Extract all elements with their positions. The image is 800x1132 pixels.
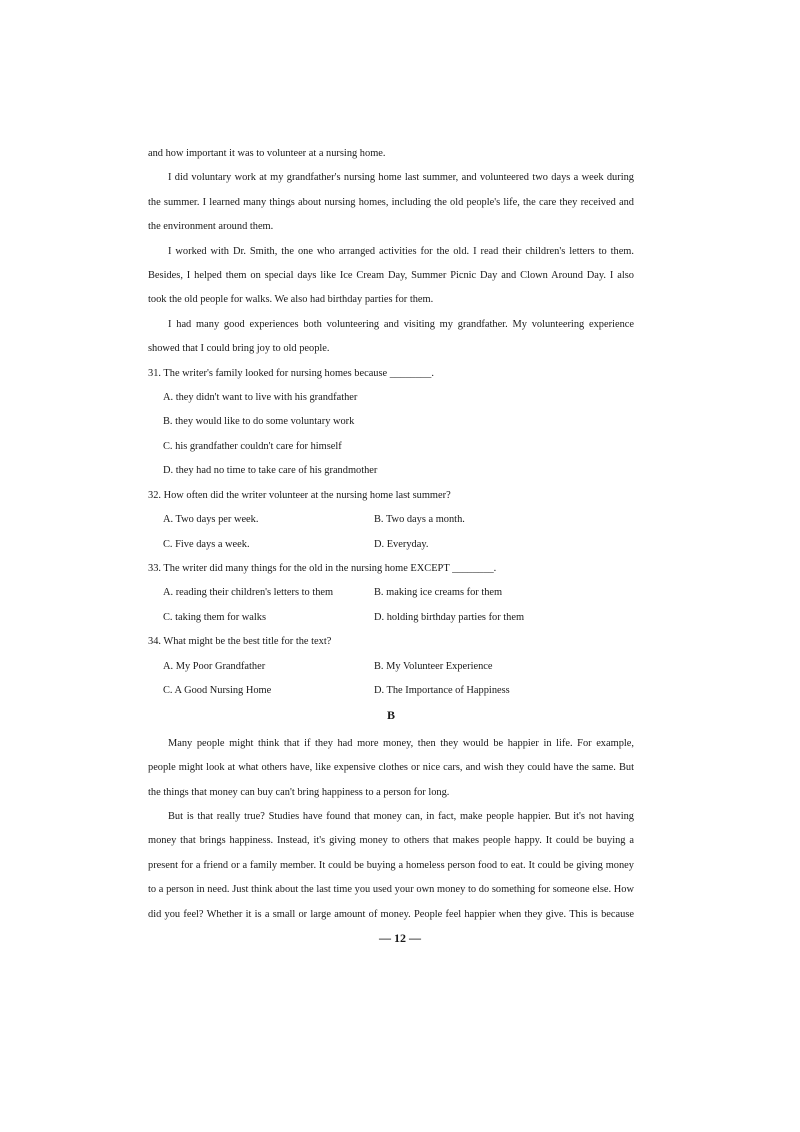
option-row xyxy=(148,508,634,532)
question-stem: 31. The writer's family looked for nursing homes because ________. xyxy=(148,367,434,379)
passage-line: to a person in need. Just think about the last time you used your own money to do something for someone else. How xyxy=(148,884,634,896)
option-c: C. Five days a week. xyxy=(163,538,250,550)
option-row xyxy=(148,606,634,630)
option-b: B. making ice creams for them xyxy=(374,587,503,599)
page-content xyxy=(148,142,634,927)
option-b: B. My Volunteer Experience xyxy=(374,660,493,672)
passage-line: did you feel? Whether it is a small or large amount of money. People feel happier when they give. This is because xyxy=(148,908,634,920)
option-d: D. holding birthday parties for them xyxy=(374,611,525,623)
passage-line: But is that really true? Studies have found that money can, in fact, make people happier. But it's not having xyxy=(168,810,634,822)
question-stem: 34. What might be the best title for the text? xyxy=(148,636,332,648)
passage-line: Besides, I helped them on special days like Ice Cream Day, Summer Picnic Day and Clown Around Day. I also xyxy=(148,270,634,282)
option-b: B. Two days a month. xyxy=(374,514,465,526)
passage-line: I worked with Dr. Smith, the one who arranged activities for the old. I read their children's letters to them. xyxy=(168,245,634,257)
option-row xyxy=(148,679,634,703)
paragraph xyxy=(148,732,634,805)
option-d: D. The Importance of Happiness xyxy=(374,684,510,696)
page-number: — 12 — xyxy=(379,931,421,945)
question-stem: 32. How often did the writer volunteer at the nursing home last summer? xyxy=(148,489,451,501)
passage-line: showed that I could bring joy to old people. xyxy=(148,343,330,355)
passage-line: I did voluntary work at my grandfather's nursing home last summer, and volunteered two days a week during xyxy=(168,172,634,184)
option-row xyxy=(148,581,634,605)
option-d: D. they had no time to take care of his grandmother xyxy=(163,465,378,477)
question-34 xyxy=(148,630,634,703)
option-a: A. Two days per week. xyxy=(163,514,259,526)
question-31 xyxy=(148,362,634,484)
question-33 xyxy=(148,557,634,630)
option-c: C. A Good Nursing Home xyxy=(163,684,272,696)
paragraph xyxy=(148,313,634,362)
passage-line: the environment around them. xyxy=(148,221,274,233)
question-32 xyxy=(148,484,634,557)
passage-line: present for a friend or a family member. It could be buying a homeless person food to eat. It could be giving money xyxy=(148,859,634,871)
option-c: C. his grandfather couldn't care for himself xyxy=(163,440,342,452)
passage-line: the summer. I learned many things about nursing homes, including the old people's life, the care they received and xyxy=(148,196,634,208)
passage-a xyxy=(148,142,634,362)
passage-line: people might look at what others have, like expensive clothes or nice cars, and wish they could have the same. But xyxy=(148,762,634,774)
option-a: A. My Poor Grandfather xyxy=(163,660,266,672)
option-c: C. taking them for walks xyxy=(163,611,267,623)
passage-line: money that brings happiness. Instead, it's giving money to others that makes people happy. It could be buying a xyxy=(148,835,634,847)
passage-line: Many people might think that if they had more money, then they would be happier in life. For example, xyxy=(168,737,634,749)
paragraph xyxy=(148,805,634,927)
paragraph xyxy=(148,240,634,313)
question-stem: 33. The writer did many things for the old in the nursing home EXCEPT ________. xyxy=(148,562,497,574)
section-heading: B xyxy=(386,708,395,723)
option-a: A. reading their children's letters to them xyxy=(163,587,334,599)
option-d: D. Everyday. xyxy=(374,538,429,550)
passage-line: took the old people for walks. We also had birthday parties for them. xyxy=(148,294,434,306)
option-b: B. they would like to do some voluntary work xyxy=(163,416,355,428)
passage-line: the things that money can buy can't bring happiness to a person for long. xyxy=(148,786,450,798)
passage-line: and how important it was to volunteer at a nursing home. xyxy=(148,148,386,159)
passage-line: I had many good experiences both volunteering and visiting my grandfather. My volunteering experience xyxy=(168,318,634,330)
passage-b xyxy=(148,732,634,927)
option-row xyxy=(148,655,634,679)
option-a: A. they didn't want to live with his grandfather xyxy=(163,392,358,404)
paragraph xyxy=(148,166,634,239)
option-row xyxy=(148,533,634,557)
